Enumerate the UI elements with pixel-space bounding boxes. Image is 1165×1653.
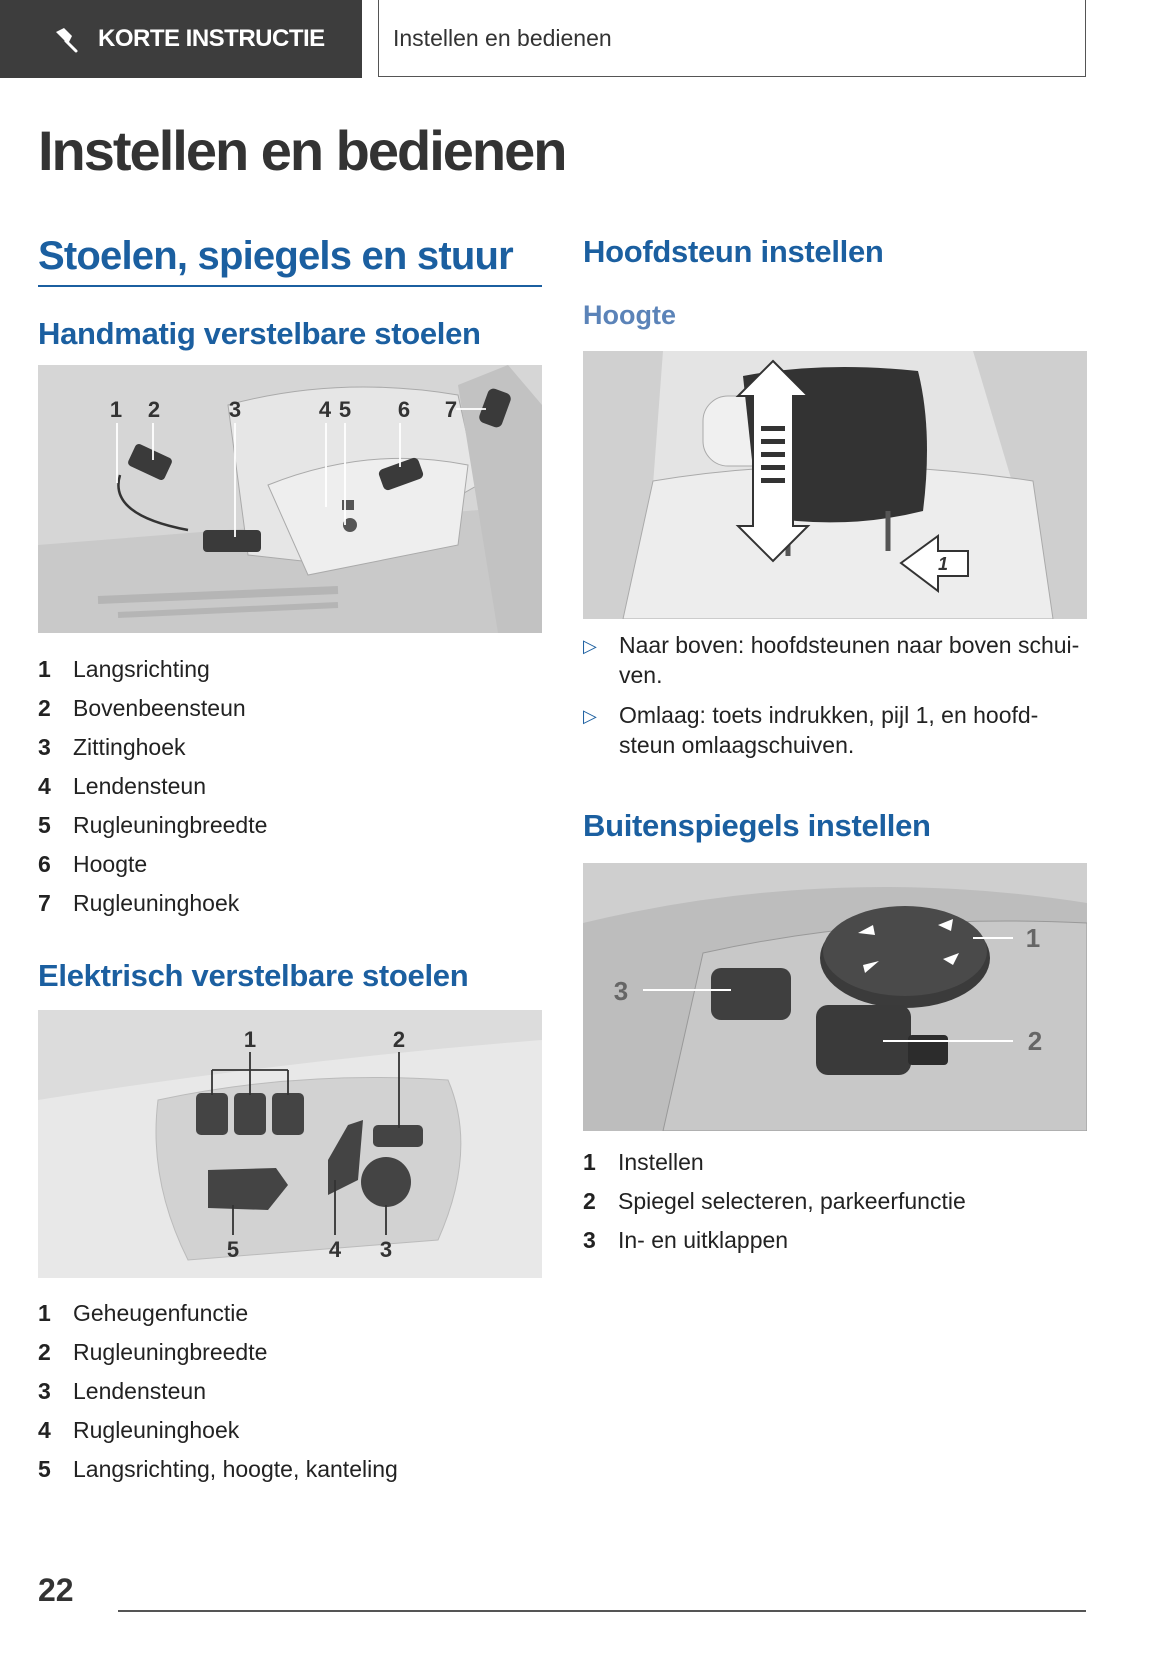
section-tab [0, 0, 362, 78]
list-item: 2 Rugleuningbreedte [38, 1339, 268, 1365]
list-item: 2 Bovenbeensteun [38, 695, 246, 721]
list-item: 4 Rugleuninghoek [38, 1417, 240, 1443]
list-item: 5 Langsrichting, hoogte, kanteling [38, 1456, 398, 1482]
manual-seats-heading: Handmatig verstelbare stoelen [38, 316, 481, 351]
mirror-callout-1: 1 [1025, 923, 1041, 953]
chapter-tab-label: Instellen en bedienen [393, 24, 612, 51]
headrest-heading: Hoofdsteun instellen [583, 234, 884, 269]
list-item: 1 Geheugenfunctie [38, 1300, 249, 1326]
list-item: 2 Spiegel selecteren, parkeerfunctie [583, 1188, 966, 1214]
electric-callout-3: 3 [379, 1237, 393, 1262]
list-item: 3 Zittinghoek [38, 734, 186, 760]
mirrors-list [583, 1143, 966, 1260]
triangle-bullet-icon: ▷ [583, 636, 597, 656]
manual-callout-4: 4 [318, 397, 332, 422]
list-item: 1 Instellen [583, 1149, 704, 1175]
list-item: 3 Lendensteun [38, 1378, 207, 1404]
pin-icon [50, 24, 80, 54]
electric-callout-4: 4 [328, 1237, 342, 1262]
manual-callout-1: 1 [109, 397, 123, 422]
list-item: 5 Rugleuningbreedte [38, 812, 268, 838]
mirror-control-illustration [583, 863, 1087, 1131]
list-item: ▷ Omlaag: toets indrukken, pijl 1, en hoofd-steun omlaagschuiven. [583, 702, 1039, 758]
list-item: ▷ Naar boven: hoofdsteunen naar boven schui-ven. [583, 632, 1080, 688]
section-title: Stoelen, spiegels en stuur [38, 234, 542, 287]
manual-seats-list [38, 650, 267, 923]
manual-seat-illustration [38, 365, 542, 633]
electric-seat-illustration [38, 1010, 542, 1278]
headrest-subheading: Hoogte [583, 300, 676, 330]
manual-callout-2: 2 [147, 397, 161, 422]
manual-callout-3: 3 [228, 397, 242, 422]
mirrors-heading: Buitenspiegels instellen [583, 808, 931, 843]
footer-rule [118, 1610, 1086, 1612]
electric-seats-list [38, 1294, 398, 1489]
section-tab-label: KORTE INSTRUCTIE [98, 25, 325, 52]
page-title: Instellen en bedienen [38, 119, 566, 182]
electric-callout-5: 5 [226, 1237, 240, 1262]
manual-callout-6: 6 [397, 397, 411, 422]
list-item: 6 Hoogte [38, 851, 148, 877]
list-item: 1 Langsrichting [38, 656, 210, 682]
mirror-callout-3: 3 [613, 976, 629, 1006]
mirror-callout-2: 2 [1027, 1026, 1043, 1056]
headrest-illustration [583, 351, 1087, 619]
list-item: 7 Rugleuninghoek [38, 890, 240, 916]
chapter-tab [378, 0, 1086, 77]
list-item: 4 Lendensteun [38, 773, 207, 799]
headrest-bullets [583, 630, 1093, 770]
page-number: 22 [38, 1572, 74, 1608]
headrest-callout-1: 1 [937, 554, 949, 574]
electric-callout-2: 2 [392, 1027, 406, 1052]
electric-callout-1: 1 [243, 1027, 257, 1052]
manual-callout-5: 5 [338, 397, 352, 422]
triangle-bullet-icon: ▷ [583, 706, 597, 726]
electric-seats-heading: Elektrisch verstelbare stoelen [38, 958, 469, 993]
manual-callout-7: 7 [444, 397, 458, 422]
list-item: 3 In- en uitklappen [583, 1227, 789, 1253]
